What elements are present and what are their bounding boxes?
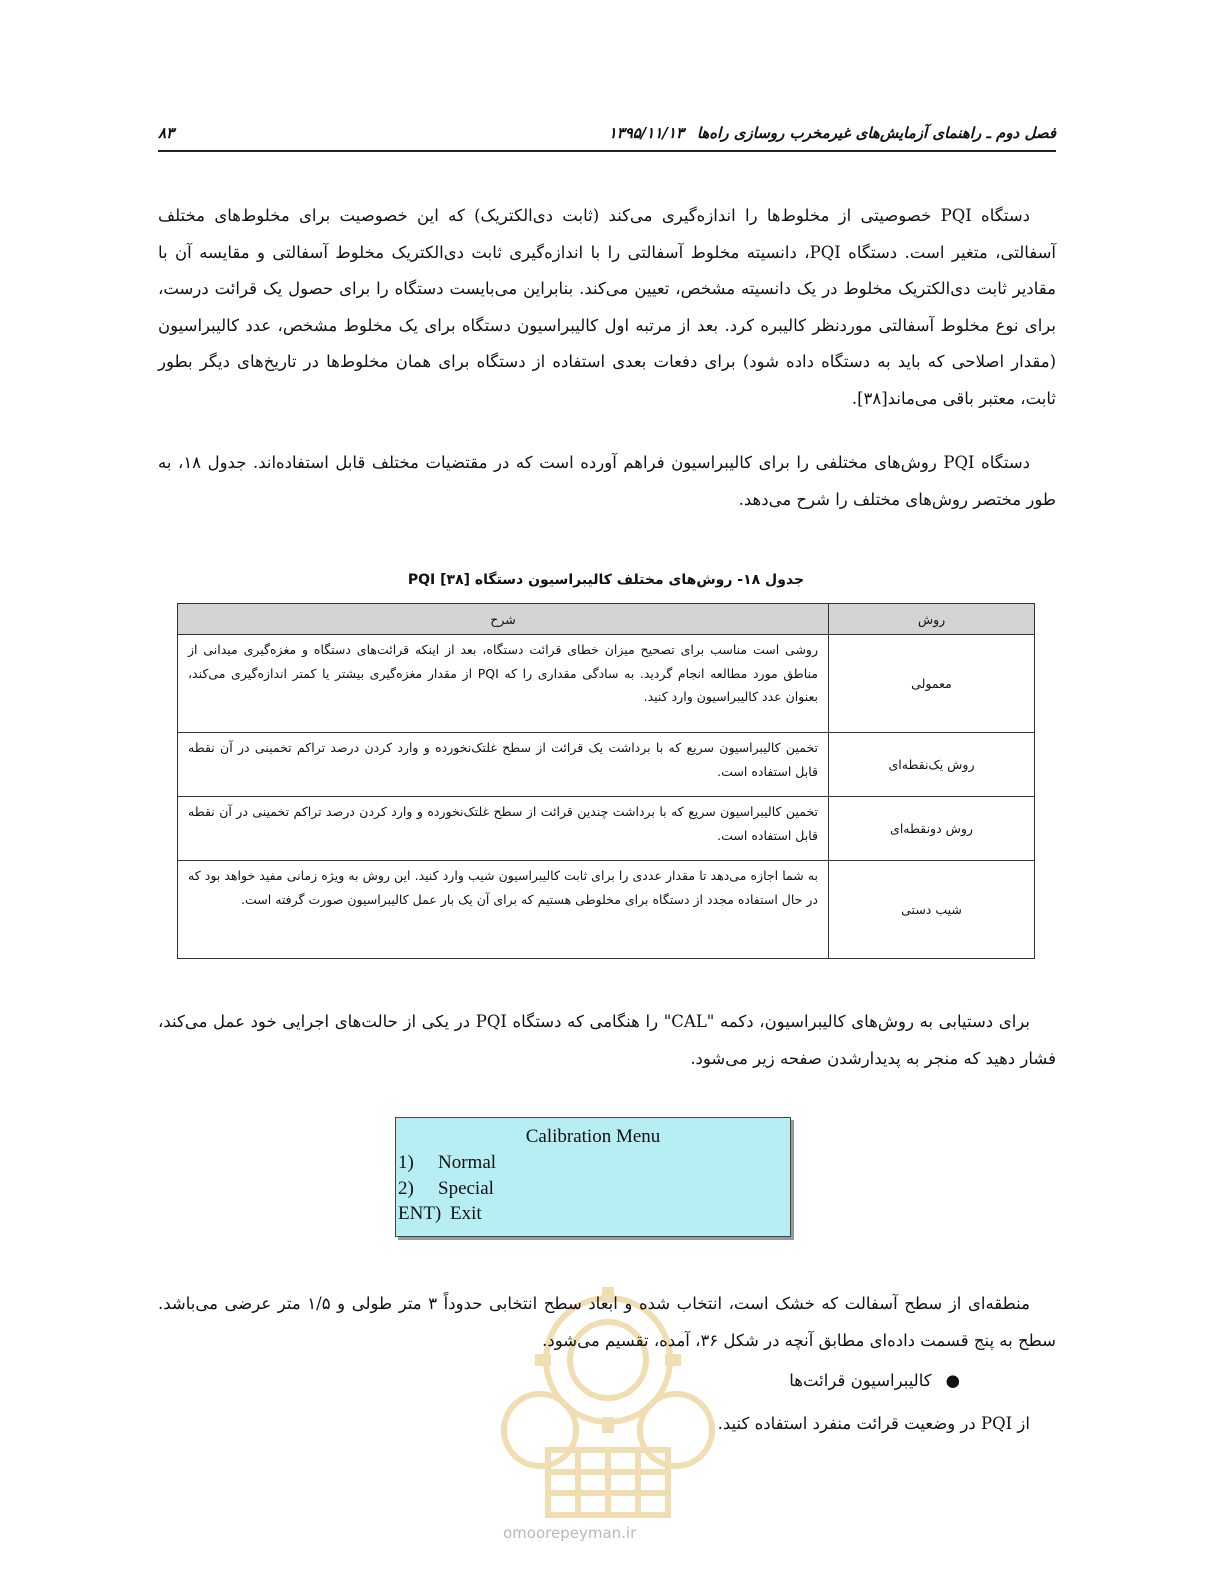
table-row <box>178 797 1035 861</box>
paragraph: دستگاه PQI خصوصیتی از مخلوط‌ها را اندازه‌گیری می‌کند (ثابت دی‌الکتریک) که این خصوصیت برای مخلوط‌های مختلف آسفالتی، متغیر است. دستگاه PQI، دانسیته مخلوط آسفالتی را با اندازه‌گیری ثابت دی‌الکتریک مخلوط آسفالتی و مقایسه آن با مقادیر ثابت دی‌الکتریک مخلوط در یک دانسیته مشخص، تعیین می‌کند. بنابراین می‌بایست دستگاه را برای حصول یک قرائت درست، برای نوع مخلوط آسفالتی موردنظر کالیبره کرد. بعد از مرتبه اول کالیبراسیون دستگاه برای یک مخلوط مشخص، عدد کالیبراسیون (مقدار اصلاحی که باید به دستگاه داده شود) برای دفعات بعدی استفاده از دستگاه برای همان مخلوط‌ها در تاریخ‌های دیگر بطور ثابت، معتبر باقی می‌ماند[۳۸]. <box>158 206 1057 408</box>
method-cell: روش یک‌نقطه‌ای <box>829 733 1035 797</box>
calibration-methods-table <box>177 603 1035 959</box>
column-header-method: روش <box>829 604 1035 635</box>
paragraph: منطقه‌ای از سطح آسفالت که خشک است، انتخاب شده و ابعاد سطح انتخابی حدوداً ۳ متر طولی و ۱/۵ متر عرضی می‌باشد. سطح به پنج قسمت داده‌ای مطابق آنچه در شکل ۳۶، آمده، تقسیم می‌شود. <box>158 1294 1056 1350</box>
page-header <box>158 118 1056 152</box>
column-header-description: شرح <box>178 604 829 635</box>
table-row <box>178 635 1035 733</box>
watermark-url: omoorepeyman.ir <box>503 1524 637 1542</box>
paragraph: برای دستیابی به روش‌های کالیبراسیون، دکمه "CAL" را هنگامی که دستگاه PQI در یکی از حالت‌های اجرایی خود عمل می‌کند، فشار دهید که منجر به پدیدارشدن صفحه زیر می‌شود. <box>158 1012 1056 1068</box>
chapter-title: فصل دوم ـ راهنمای آزمایش‌های غیرمخرب روسازی راه‌ها <box>696 124 1056 142</box>
header-date: ۱۳۹۵/۱۱/۱۳ <box>608 124 684 142</box>
calibration-menu-screen <box>395 1117 791 1237</box>
description-cell: به شما اجازه می‌دهد تا مقدار عددی را برای ثابت کالیبراسیون شیب وارد کنید. این روش به ویژه زمانی مفید خواهد بود که در حال استفاده مجدد از دستگاه برای مخلوطی هستیم که برای آن یک بار عمل کالیبراسیون صورت گرفته است. <box>178 861 829 959</box>
menu-title: Calibration Menu <box>525 1126 661 1147</box>
table-caption: جدول ۱۸- روش‌های مختلف کالیبراسیون دستگاه PQI [۳۸] <box>407 572 805 588</box>
menu-item-normal: 1) Normal <box>398 1152 497 1173</box>
bullet-item: ●کالیبراسیون قرائت‌ها <box>789 1371 960 1390</box>
menu-item-exit: ENT) Exit <box>398 1203 482 1224</box>
method-cell: روش دونقطه‌ای <box>829 797 1035 861</box>
page-number: ۸۳ <box>158 124 175 142</box>
method-cell: شیب دستی <box>829 861 1035 959</box>
table-row <box>178 861 1035 959</box>
menu-item-special: 2) Special <box>398 1178 494 1199</box>
paragraph: از PQI در وضعیت قرائت منفرد استفاده کنید. <box>717 1414 1030 1433</box>
table-header-row <box>178 604 1035 635</box>
paragraph: دستگاه PQI روش‌های مختلفی را برای کالیبراسیون فراهم آورده است که در مقتضیات مختلف قابل استفاده‌اند. جدول ۱۸، به طور مختصر روش‌های مختلف را شرح می‌دهد. <box>158 453 1056 509</box>
description-cell: تخمین کالیبراسیون سریع که با برداشت یک قرائت از سطح غلتک‌نخورده و وارد کردن درصد تراکم تخمینی در آن نقطه قابل استفاده است. <box>178 733 829 797</box>
method-cell: معمولی <box>829 635 1035 733</box>
table-row <box>178 733 1035 797</box>
description-cell: تخمین کالیبراسیون سریع که با برداشت چندین قرائت از سطح غلتک‌نخورده و وارد کردن درصد تراکم تخمینی در آن نقطه قابل استفاده است. <box>178 797 829 861</box>
bullet-icon: ● <box>945 1371 960 1390</box>
description-cell: روشی است مناسب برای تصحیح میزان خطای قرائت دستگاه، بعد از اینکه قرائت‌های دستگاه و مغزه‌گیری میدانی از مناطق مورد مطالعه انجام گردید. به سادگی مقداری را که PQI از مقدار مغزه‌گیری بیشتر یا کمتر اندازه‌گیری می‌کند، بعنوان عدد کالیبراسیون وارد کنید. <box>178 635 829 733</box>
